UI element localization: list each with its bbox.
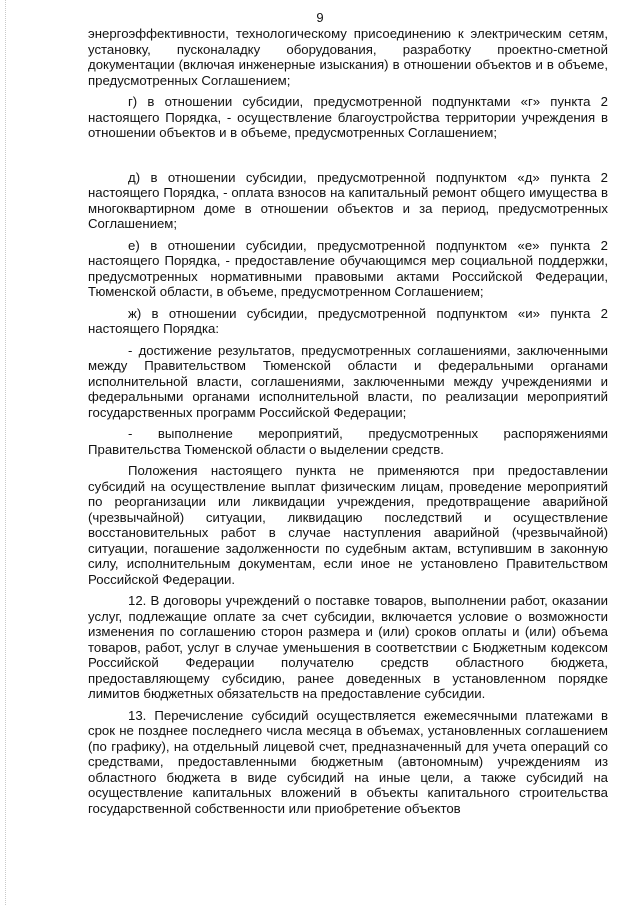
paragraph-dash-measures: - выполнение мероприятий, предусмотренных распоряжениями Правительства Тюменской области о выделении средств. [88, 426, 608, 457]
paragraph-12: 12. В договоры учреждений о поставке товаров, выполнении работ, оказании услуг, подлежащие оплате за счет субсидии, включается условие о возможности изменения по соглашению сторон размера и (или) сроков оплаты и (или) объема товаров, работ, услуг в случае уменьшения в соответствии с Бюджетным кодексом Российской Федерации получателю средств областного бюджета, предоставляющему субсидию, ранее доведенных в установленном порядке лимитов бюджетных обязательств на предоставление субсидии. [88, 593, 608, 701]
paragraph-continuation: энергоэффективности, технологическому присоединению к электрическим сетям, установку, пусконаладку оборудования, разработку проектно-сметной документации (включая инженерные изыскания) в отношении объектов и в объеме, предусмотренных Соглашением; [88, 26, 608, 88]
document-body [88, 26, 608, 816]
paragraph-exceptions: Положения настоящего пункта не применяются при предоставлении субсидий на осуществление выплат физическим лицам, проведение мероприятий по реорганизации или ликвидации учреждения, предотвращение аварийной (чрезвычайной) ситуации, ликвидацию последствий и осуществление восстановительных работ в случае наступления аварийной (чрезвычайной) ситуации, погашение задолженности по судебным актам, вступившим в законную силу, исполнительным документам, если иное не установлено Правительством Российской Федерации. [88, 463, 608, 587]
paragraph-dash-results: - достижение результатов, предусмотренных соглашениями, заключенными между Правительством Тюменской области и федеральными органами исполнительной власти, соглашениями, заключенными между учреждениями и федеральными органами исполнительной власти, по реализации мероприятий государственных программ Российской Федерации; [88, 342, 608, 420]
paragraph-13: 13. Перечисление субсидий осуществляется ежемесячными платежами в срок не позднее последнего числа месяца в объемах, установленных соглашением (по графику), на отдельный лицевой счет, предназначенный для учета операций со средствами, предоставленными бюджетным (автономным) учреждениям из областного бюджета в виде субсидий на иные цели, а также субсидий на осуществление капитальных вложений в объекты капитального строительства государственной собственности или приобретение объектов [88, 707, 608, 816]
page-edge-line [5, 0, 7, 905]
paragraph-item-d: д) в отношении субсидии, предусмотренной подпунктом «д» пункта 2 настоящего Порядка, - оплата взносов на капитальный ремонт общего имущества в многоквартирном доме в отношении объектов и за период, предусмотренных Соглашением; [88, 169, 608, 231]
paragraph-item-g: г) в отношении субсидии, предусмотренной подпунктами «г» пункта 2 настоящего Порядка, - осуществление благоустройства территории учреждения в отношении объектов и в объеме, предусмотренных Соглашением; [88, 94, 608, 140]
page-number: 9 [316, 10, 324, 25]
paragraph-item-zh: ж) в отношении субсидии, предусмотренной подпунктом «и» пункта 2 настоящего Порядка: [88, 305, 608, 336]
paragraph-item-e: е) в отношении субсидии, предусмотренной подпунктом «е» пункта 2 настоящего Порядка, - предоставление обучающимся мер социальной поддержки, предусмотренных нормативными правовыми актами Российской Федерации, Тюменской области, в объеме, предусмотренном Соглашением; [88, 237, 608, 299]
